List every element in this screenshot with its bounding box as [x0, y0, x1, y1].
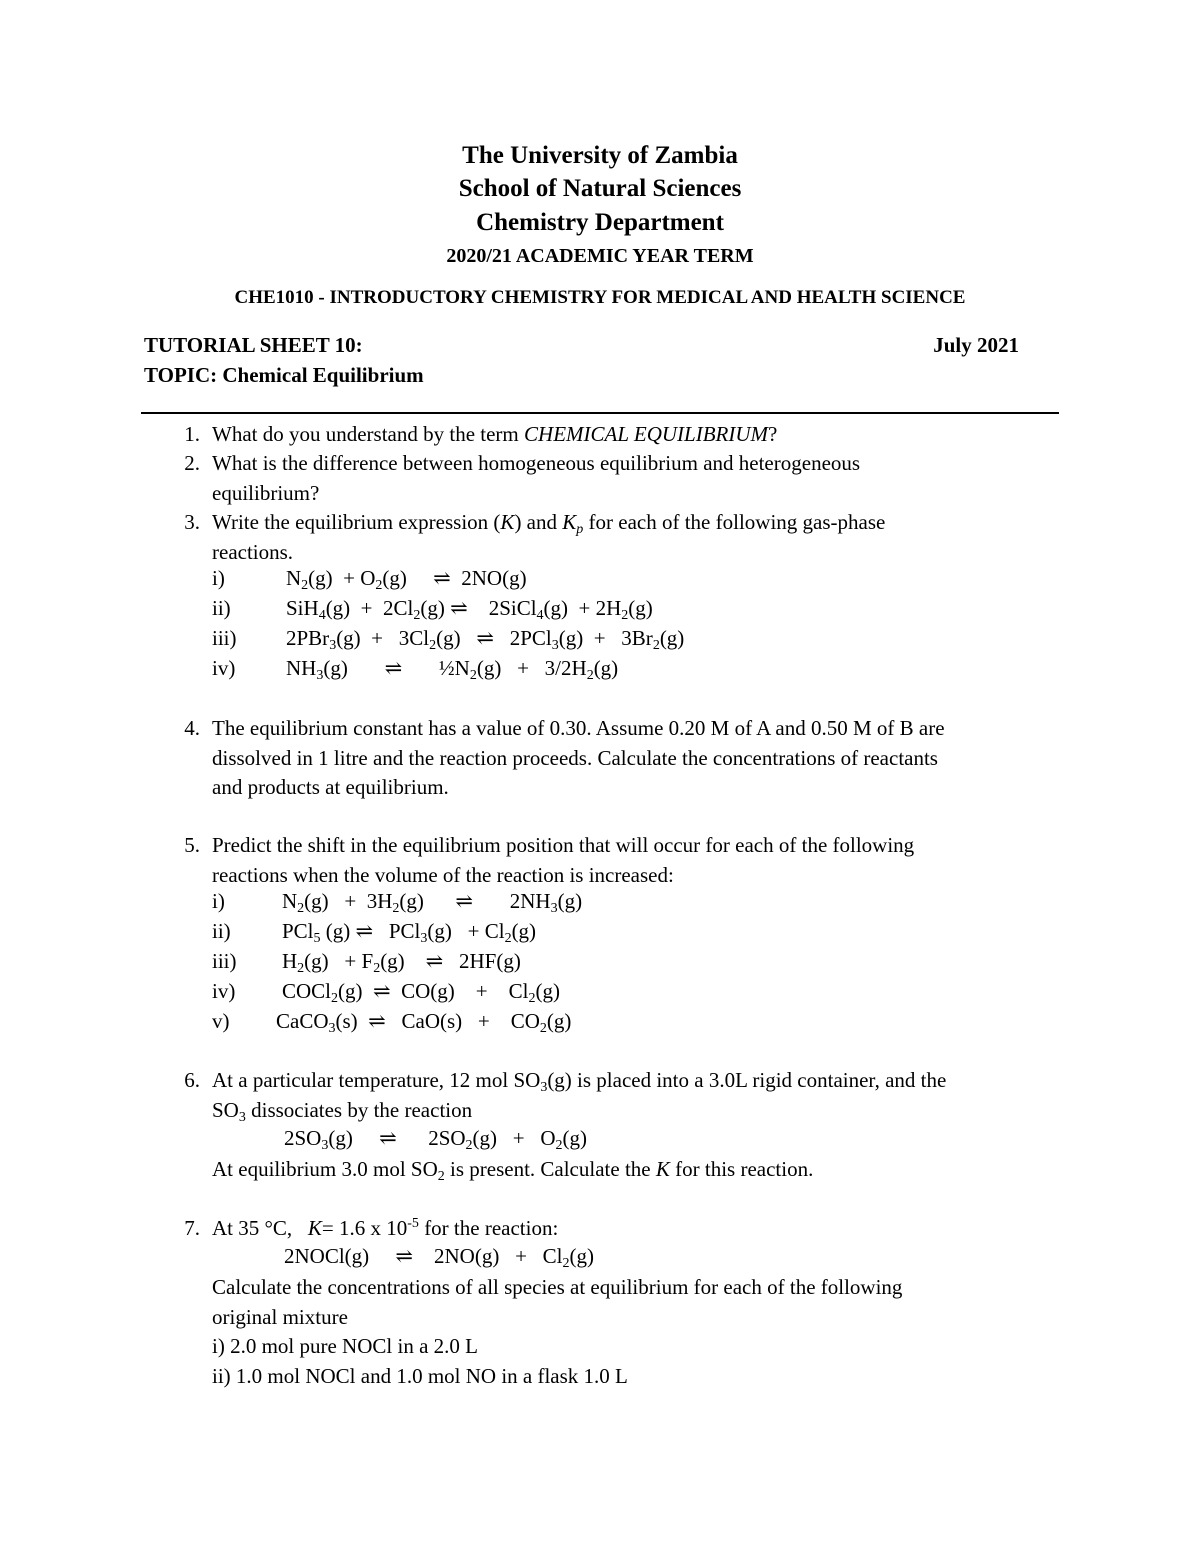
- reaction-5-iv: iv) COCl$_2$(g) ⇌ CO(g) + $Cl_2(g)$: [212, 979, 560, 1006]
- school-title: School of Natural Sciences: [458, 175, 742, 202]
- question-text: The equilibrium constant has a value of 0.30. Assume 0.20 M of A and 0.50 M of B are dissolved in 1 litre and the reaction proceeds. Calculate the concentrations of reactants and products at equilibrium.: [212, 716, 945, 799]
- topic-label: TOPIC:: [144, 363, 218, 387]
- question-number: 2.: [184, 451, 200, 475]
- question-text: Write the equilibrium expression (K) and $K_p$ for each of the following gas-phase reactions.: [212, 510, 886, 564]
- reaction-3-iii: iii) $2PBr_3(g) + 3Cl_2(g)$ ⇌ $2PCl_3(g) + 3Br_2(g)$: [212, 626, 685, 653]
- question-number: 7.: [184, 1216, 200, 1240]
- divider: [141, 412, 1059, 414]
- reaction-5-v: v) CaCO$_3$(s) ⇌ CaO(s) + $CO_2(g)$: [212, 1009, 572, 1036]
- question-number: 3.: [184, 510, 200, 534]
- question-text: At 35 °C, K= 1.6 x $10^{-5}$ for the reaction:: [212, 1216, 559, 1240]
- mixture-option-ii: ii) 1.0 mol NOCl and 1.0 mol NO in a flask 1.0 L: [212, 1363, 628, 1388]
- question-text: Calculate the concentrations of all species at equilibrium for each of the following original mixture i) 2.0 mol pure NOCl in a 2.0 L ii) 1.0 mol NOCl and 1.0 mol NO in a flask 1.0 L: [212, 1275, 903, 1388]
- reaction-5-iii: iii) $H_2(g) + F_2(g)$ ⇌ 2HF(g): [212, 949, 521, 976]
- reaction-3-ii: ii) $SiH_4(g) + 2Cl_2(g)$ ⇌ 2SiCl$_4$(g) + $2H_2(g)$: [212, 596, 653, 623]
- topic-row: [144, 363, 424, 388]
- sheet-date: July 2021: [933, 333, 1019, 357]
- department-title: Chemistry Department: [476, 209, 724, 236]
- question-number: 1.: [184, 422, 200, 446]
- reaction-5-i: i) $N_2(g) + 3H_2(g)$ ⇌ $2NH_3(g)$: [212, 889, 583, 916]
- academic-year: 2020/21 ACADEMIC YEAR TERM: [446, 245, 754, 267]
- reaction-3-i: i) $N_2(g) + O_2(g)$ ⇌ 2NO(g): [212, 566, 527, 593]
- reaction-6: $2SO_3(g)$ ⇌ $2SO_2(g) + O_2(g)$: [284, 1126, 588, 1153]
- question-text: At equilibrium 3.0 mol $SO_2$ is present. Calculate the K for this reaction.: [212, 1157, 814, 1184]
- topic-value: Chemical Equilibrium: [222, 363, 424, 387]
- question-number: 5.: [184, 833, 200, 857]
- question-text: At a particular temperature, 12 mol $SO_3(g)$ is placed into a 3.0L rigid container, and the $SO_3$ dissociates by the reaction: [212, 1068, 947, 1125]
- question-number: 6.: [184, 1068, 200, 1092]
- university-title: The University of Zambia: [462, 142, 738, 169]
- question-text: What do you understand by the term CHEMICAL EQUILIBRIUM?: [212, 422, 778, 446]
- reaction-3-iv: iv) $NH_3(g)$ ⇌ $\frac{1}{2}N_2(g) + 3/2H_2(g)$: [212, 656, 619, 683]
- question-text: Predict the shift in the equilibrium position that will occur for each of the following reactions when the volume of the reaction is increased:: [212, 833, 915, 887]
- mixture-option-i: i) 2.0 mol pure NOCl in a 2.0 L: [212, 1334, 478, 1358]
- question-number: 4.: [184, 716, 200, 740]
- reaction-7: 2NOCl(g) ⇌ $2NO(g) + Cl_2(g)$: [284, 1244, 595, 1271]
- sheet-row: [144, 333, 1019, 358]
- course-title: CHE1010 - INTRODUCTORY CHEMISTRY FOR MEDICAL AND HEALTH SCIENCE: [234, 287, 966, 308]
- sheet-title: TUTORIAL SHEET 10:: [144, 333, 363, 357]
- reaction-5-ii: ii) PCl$_5$ (g) ⇌ $PCl_3(g) + Cl_2(g)$: [212, 919, 537, 946]
- question-text: What is the difference between homogeneous equilibrium and heterogeneous equilibrium?: [212, 451, 861, 505]
